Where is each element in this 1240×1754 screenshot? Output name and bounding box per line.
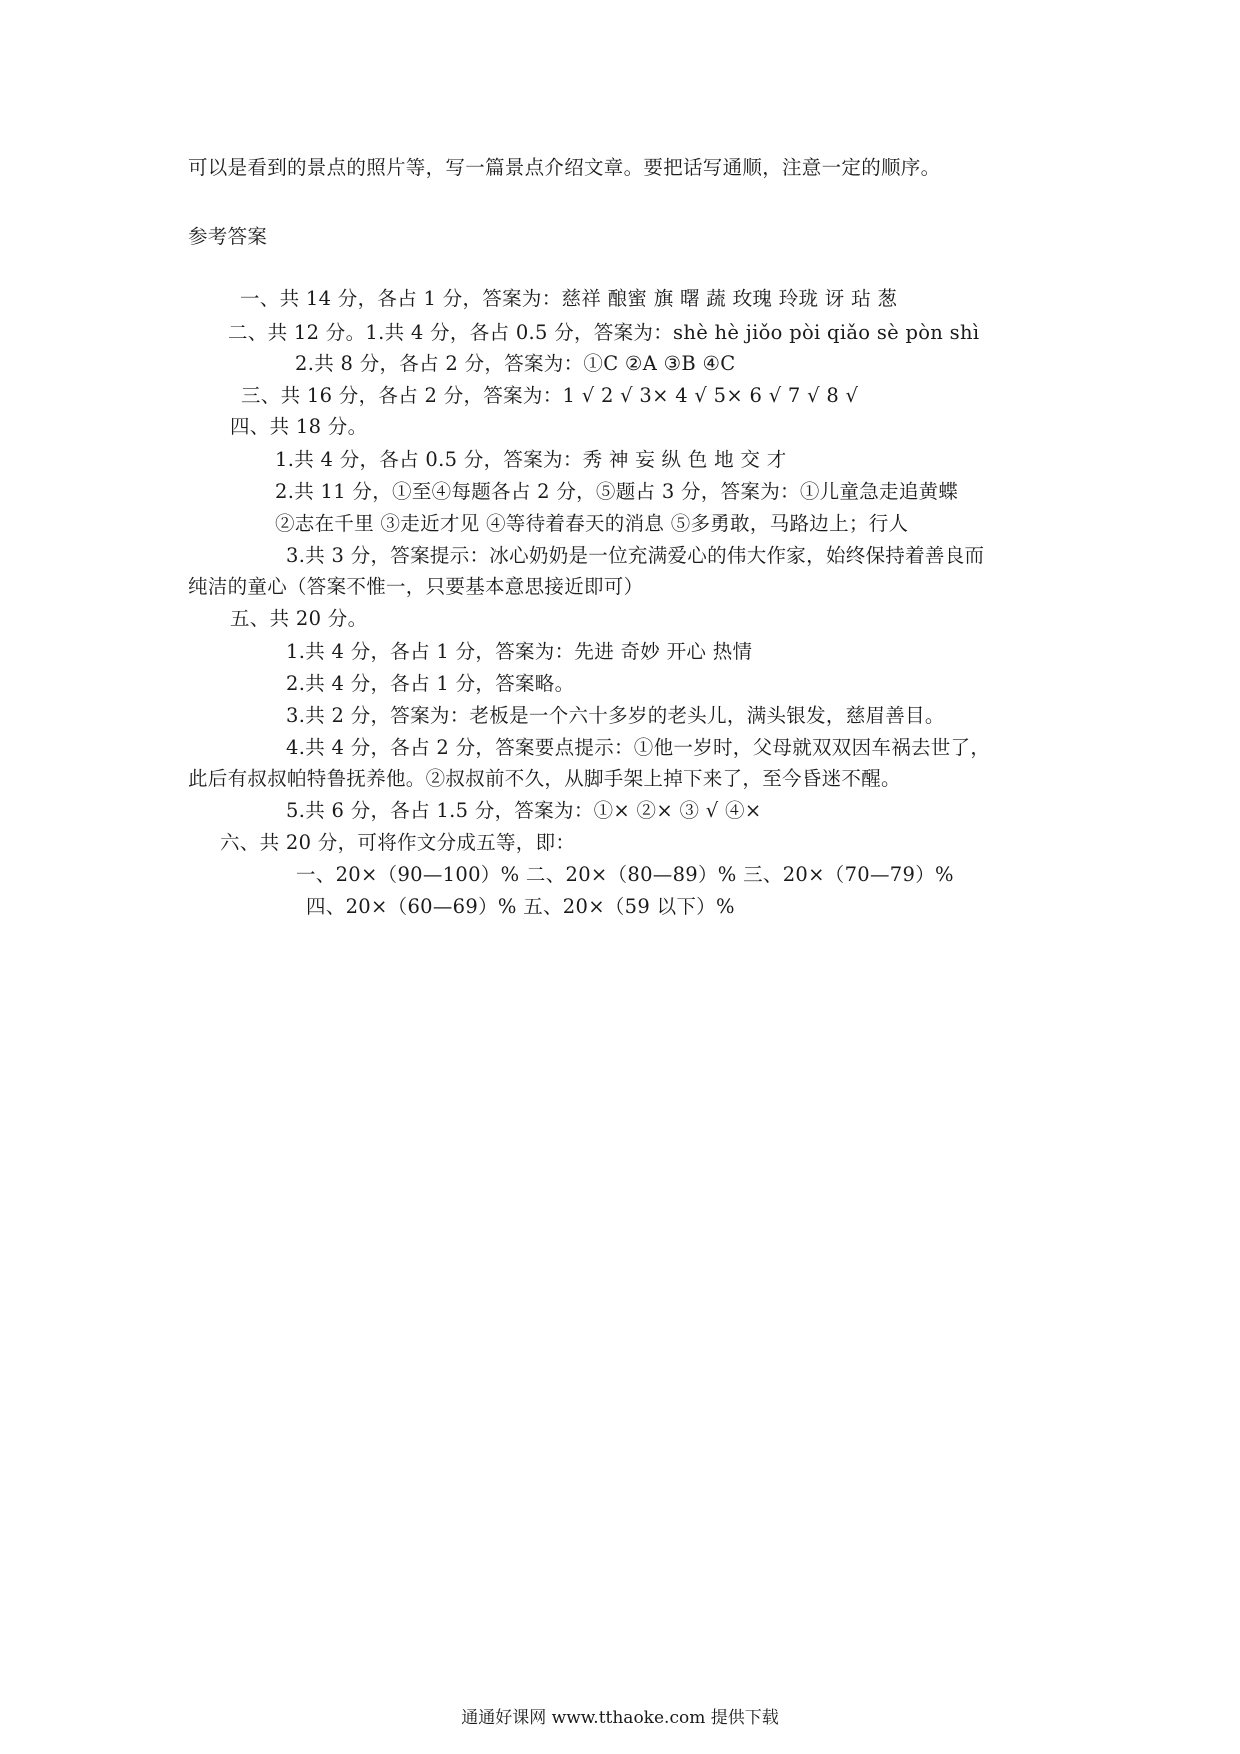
answer-section-4-item-2: 2.共 11 分，①至④每题各占 2 分，⑤题占 3 分，答案为：①儿童急走追黄蝶: [275, 480, 959, 503]
answer-section-5: 五、共 20 分。: [230, 607, 368, 630]
answer-section-5-item-5: 5.共 6 分，各占 1.5 分，答案为：①× ②× ③ √ ④×: [286, 799, 762, 822]
answer-section-4: 四、共 18 分。: [230, 415, 368, 438]
answer-section-4-item-3-cont: 纯洁的童心（答案不惟一，只要基本意思接近即可）: [188, 575, 644, 598]
answer-section-6-grades-1: 一、20×（90—100）% 二、20×（80—89）% 三、20×（70—79）%: [296, 863, 954, 886]
answer-section-5-item-4: 4.共 4 分，各占 2 分，答案要点提示：①他一岁时，父母就双双因车祸去世了，: [286, 736, 991, 759]
answer-section-1: 一、共 14 分，各占 1 分，答案为：慈祥 酿蜜 旗 曙 蔬 玫瑰 玲珑 讶 玷 葱: [240, 287, 898, 310]
answer-section-5-item-4-cont: 此后有叔叔帕特鲁抚养他。②叔叔前不久，从脚手架上掉下来了，至今昏迷不醒。: [188, 767, 901, 790]
answer-section-2: 二、共 12 分。1.共 4 分，各占 0.5 分，答案为：shè hè jiǒo pòi qiǎo sè pòn shì: [228, 321, 980, 344]
answer-section-5-item-3: 3.共 2 分，答案为：老板是一个六十多岁的老头儿，满头银发，慈眉善目。: [286, 704, 945, 727]
answer-section-3: 三、共 16 分，各占 2 分，答案为：1 √ 2 √ 3× 4 √ 5× 6 √ 7 √ 8 √: [241, 384, 859, 407]
answer-section-6-grades-2: 四、20×（60—69）% 五、20×（59 以下）%: [306, 895, 735, 918]
answer-section-6: 六、共 20 分，可将作文分成五等，即：: [220, 831, 576, 854]
page-footer: 通通好课网 www.tthaoke.com 提供下载: [461, 1708, 779, 1728]
answer-section-5-item-2: 2.共 4 分，各占 1 分，答案略。: [286, 672, 575, 695]
answer-section-2-item-2: 2.共 8 分，各占 2 分，答案为：①C ②A ③B ④C: [295, 352, 736, 375]
answer-section-5-item-1: 1.共 4 分，各占 1 分，答案为：先进 奇妙 开心 热情: [286, 640, 753, 663]
answer-section-4-item-1: 1.共 4 分，各占 0.5 分，答案为：秀 神 妄 纵 色 地 交 才: [275, 448, 787, 471]
intro-line: 可以是看到的景点的照片等，写一篇景点介绍文章。要把话写通顺，注意一定的顺序。: [188, 156, 941, 179]
answer-section-4-item-3: 3.共 3 分，答案提示：冰心奶奶是一位充满爱心的伟大作家，始终保持着善良而: [286, 544, 985, 567]
answer-section-4-item-2-cont: ②志在千里 ③走近才见 ④等待着春天的消息 ⑤多勇敢，马路边上；行人: [275, 512, 909, 535]
answers-heading: 参考答案: [188, 225, 268, 248]
